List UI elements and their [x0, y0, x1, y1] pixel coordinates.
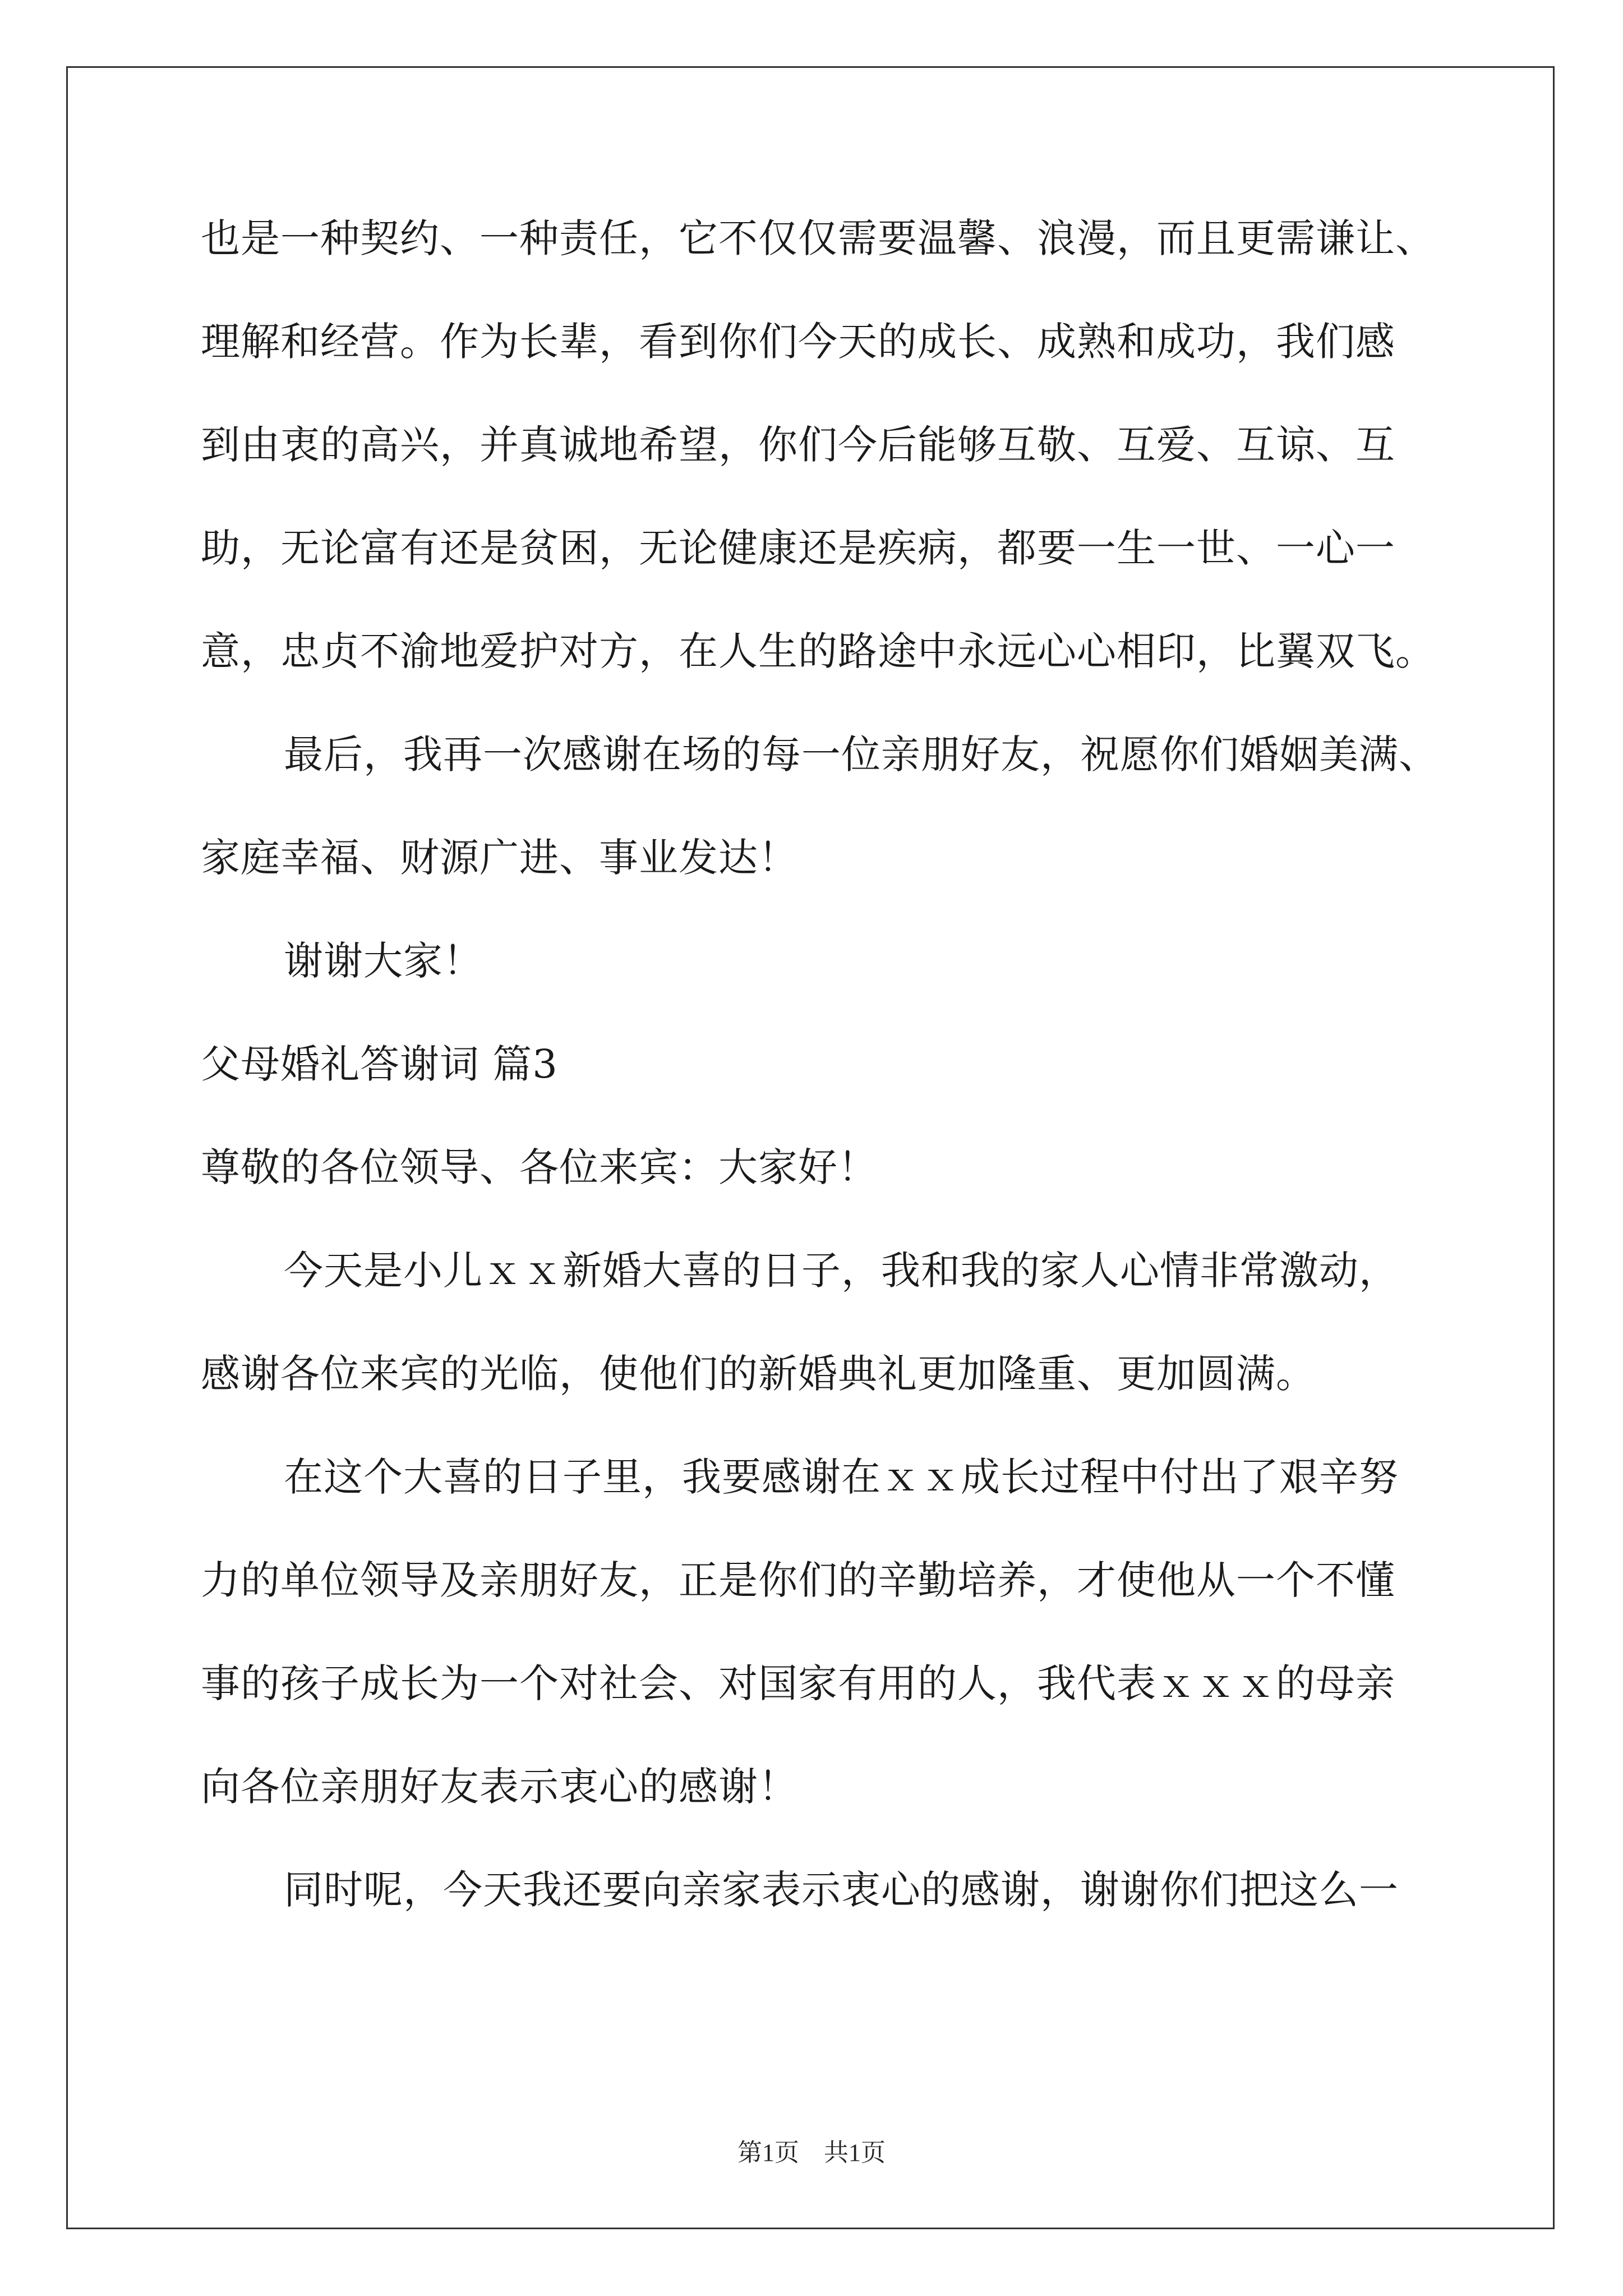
paragraph-first-line: 在这个大喜的日子里，我要感谢在ｘｘ成长过程中付出了艰辛努 [284, 1454, 1399, 1500]
paragraph-first-line: 谢谢大家！ [284, 938, 483, 984]
page-number-footer: 第1页 共1页 [737, 2139, 886, 2166]
body-text-line: 感谢各位来宾的光临，使他们的新婚典礼更加隆重、更加圆满。 [201, 1351, 1316, 1397]
body-text-line: 向各位亲朋好友表示衷心的感谢！ [201, 1764, 798, 1810]
paragraph-first-line: 今天是小儿ｘｘ新婚大喜的日子，我和我的家人心情非常激动， [284, 1248, 1399, 1294]
paragraph-first-line: 最后，我再一次感谢在场的每一位亲朋好友，祝愿你们婚姻美满、 [284, 731, 1438, 777]
body-text-line: 事的孩子成长为一个对社会、对国家有用的人，我代表ｘｘｘ的母亲 [201, 1660, 1395, 1706]
body-text-line: 力的单位领导及亲朋好友，正是你们的辛勤培养，才使他从一个不懂 [201, 1557, 1395, 1603]
paragraph-first-line: 同时呢，今天我还要向亲家表示衷心的感谢，谢谢你们把这么一 [284, 1867, 1399, 1913]
salutation-line: 尊敬的各位领导、各位来宾：大家好！ [201, 1144, 878, 1190]
body-text-line: 助，无论富有还是贫困，无论健康还是疾病，都要一生一世、一心一 [201, 525, 1395, 571]
body-text-line: 也是一种契约、一种责任，它不仅仅需要温馨、浪漫，而且更需谦让、 [201, 215, 1435, 261]
body-text-line: 理解和经营。作为长辈，看到你们今天的成长、成熟和成功，我们感 [201, 319, 1395, 365]
body-text-line: 意，忠贞不渝地爱护对方，在人生的路途中永远心心相印，比翼双飞。 [201, 628, 1435, 674]
body-text-line: 到由衷的高兴，并真诚地希望，你们今后能够互敬、互爱、互谅、互 [201, 422, 1395, 468]
body-text-line: 家庭幸福、财源广进、事业发达！ [201, 835, 798, 881]
section-heading: 父母婚礼答谢词 篇3 [201, 1041, 558, 1087]
